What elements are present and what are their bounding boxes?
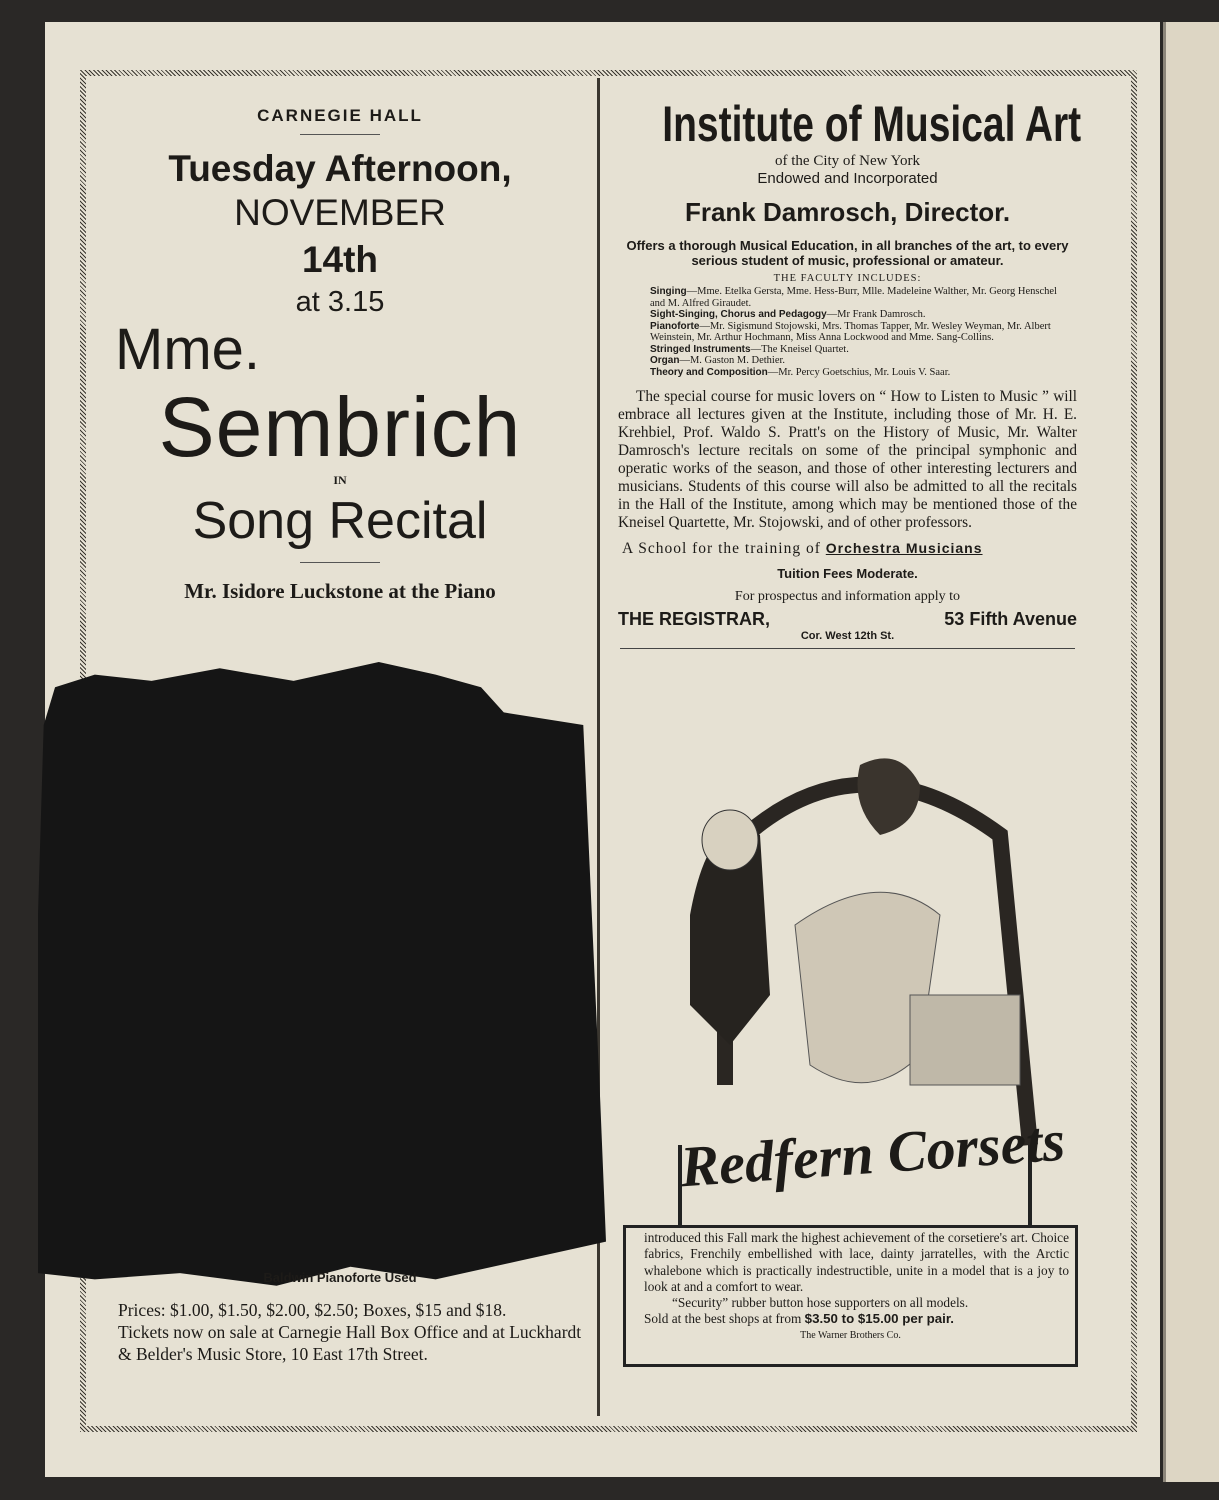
torn-damage xyxy=(38,662,606,1292)
course-description: The special course for music lovers on “ How to Listen to Music ” will embrace all lectures given at the Institute, including those of Mr. H. E. Krehbiel, Prof. Waldo S. Pratt's on the History of Music, Mr. Walter Damrosch's lecture recitals on some of the principal symphonic and operatic works of the season, and those of other interesting lecturers and musicians. Students of this course will also be admitted to all the recitals in the Hall of the Institute, among which may be mentioned those of the Kneisel Quartette, Mr. Stojowski, and of other professors. xyxy=(618,388,1077,531)
in-label: IN xyxy=(333,473,347,487)
institute-title: Institute of Musical Art xyxy=(662,96,1082,152)
rule xyxy=(620,648,1075,649)
faculty-item: Organ—M. Gaston M. Dethier. xyxy=(650,355,786,366)
tuition: Tuition Fees Moderate. xyxy=(777,566,918,581)
faculty-item: Pianoforte—Mr. Sigismund Stojowski, Mrs. Thomas Tapper, Mr. Wesley Weyman, Mr. Albert Weinstein, Mr. Arthur Hochmann, Miss Anna Lockwood and Mme. Sang-Collins. xyxy=(650,320,1051,343)
offers: Offers a thorough Musical Education, in all branches of the art, to every serious student of music, professional or amateur. xyxy=(626,238,1069,268)
piano: Baldwin Pianoforte Used xyxy=(263,1270,417,1285)
event: Song Recital xyxy=(192,492,488,550)
faculty-heading: THE FACULTY INCLUDES: xyxy=(773,273,922,284)
ticket-info xyxy=(90,1270,590,1365)
brand-script: Redfern Corsets xyxy=(678,1107,1067,1200)
prices: Prices: $1.00, $1.50, $2.00, $2.50; Boxes, $15 and $18. xyxy=(118,1300,507,1320)
date: 14th xyxy=(301,239,379,280)
faculty-item: Theory and Composition—Mr. Percy Goetschius, Mr. Louis V. Saar. xyxy=(650,366,951,378)
corset-ad-copy xyxy=(623,1225,1078,1367)
registrar-line: THE REGISTRAR, 53 Fifth Avenue xyxy=(618,609,1077,629)
sembrich-recital-ad xyxy=(90,100,590,604)
accompanist: Mr. Isidore Luckstone at the Piano xyxy=(184,579,496,603)
title-prefix: Mme. xyxy=(115,317,260,382)
ad-body: introduced this Fall mark the highest achievement of the corsetiere's art. Choice fabrics, Frenchily embellished with lace, dainty jarratelles, with the Arctic whalebone which is practically indestructible, unite in a model that is a joy to look at and a comfort to wear. xyxy=(644,1230,1069,1294)
adjacent-page-edge xyxy=(1163,22,1219,1482)
subtitle-2: Endowed and Incorporated xyxy=(757,170,938,187)
venue: CARNEGIE HALL xyxy=(257,106,423,125)
day: Tuesday Afternoon, xyxy=(168,148,512,189)
faculty-item: Singing—Mme. Etelka Gersta, Mme. Hess-Burr, Mlle. Madeleine Walther, Mr. Georg Henschel and M. Alfred Giraudet. xyxy=(650,286,1057,309)
prospectus: For prospectus and information apply to xyxy=(734,589,961,604)
faculty-item: Stringed Instruments—The Kneisel Quartet. xyxy=(650,343,849,355)
subtitle-1: of the City of New York xyxy=(775,153,920,169)
tickets: Tickets now on sale at Carnegie Hall Box Office and at Luckhardt & Belder's Music Store, 10 East 17th Street. xyxy=(118,1322,582,1364)
ad-sold: Sold at the best shops at from $3.50 to $15.00 per pair. xyxy=(644,1311,954,1327)
ad-maker: The Warner Brothers Co. xyxy=(800,1329,901,1341)
institute-ad xyxy=(610,95,1085,655)
dressing-table xyxy=(910,995,1020,1085)
month: NOVEMBER xyxy=(234,192,446,233)
faculty-list xyxy=(610,286,1085,378)
faculty-item: Sight-Singing, Chorus and Pedagogy—Mr Frank Damrosch. xyxy=(650,309,926,320)
ad-security: “Security” rubber button hose supporters on all models. xyxy=(672,1295,969,1311)
director: Frank Damrosch, Director. xyxy=(684,197,1011,227)
cross-street: Cor. West 12th St. xyxy=(800,630,895,642)
time: at 3.15 xyxy=(295,286,385,318)
rule xyxy=(300,134,380,135)
school-line: A School for the training of Orchestra Musicians xyxy=(622,540,983,557)
rule xyxy=(300,562,380,563)
woman-hair xyxy=(858,758,921,835)
performer: Sembrich xyxy=(158,380,522,474)
